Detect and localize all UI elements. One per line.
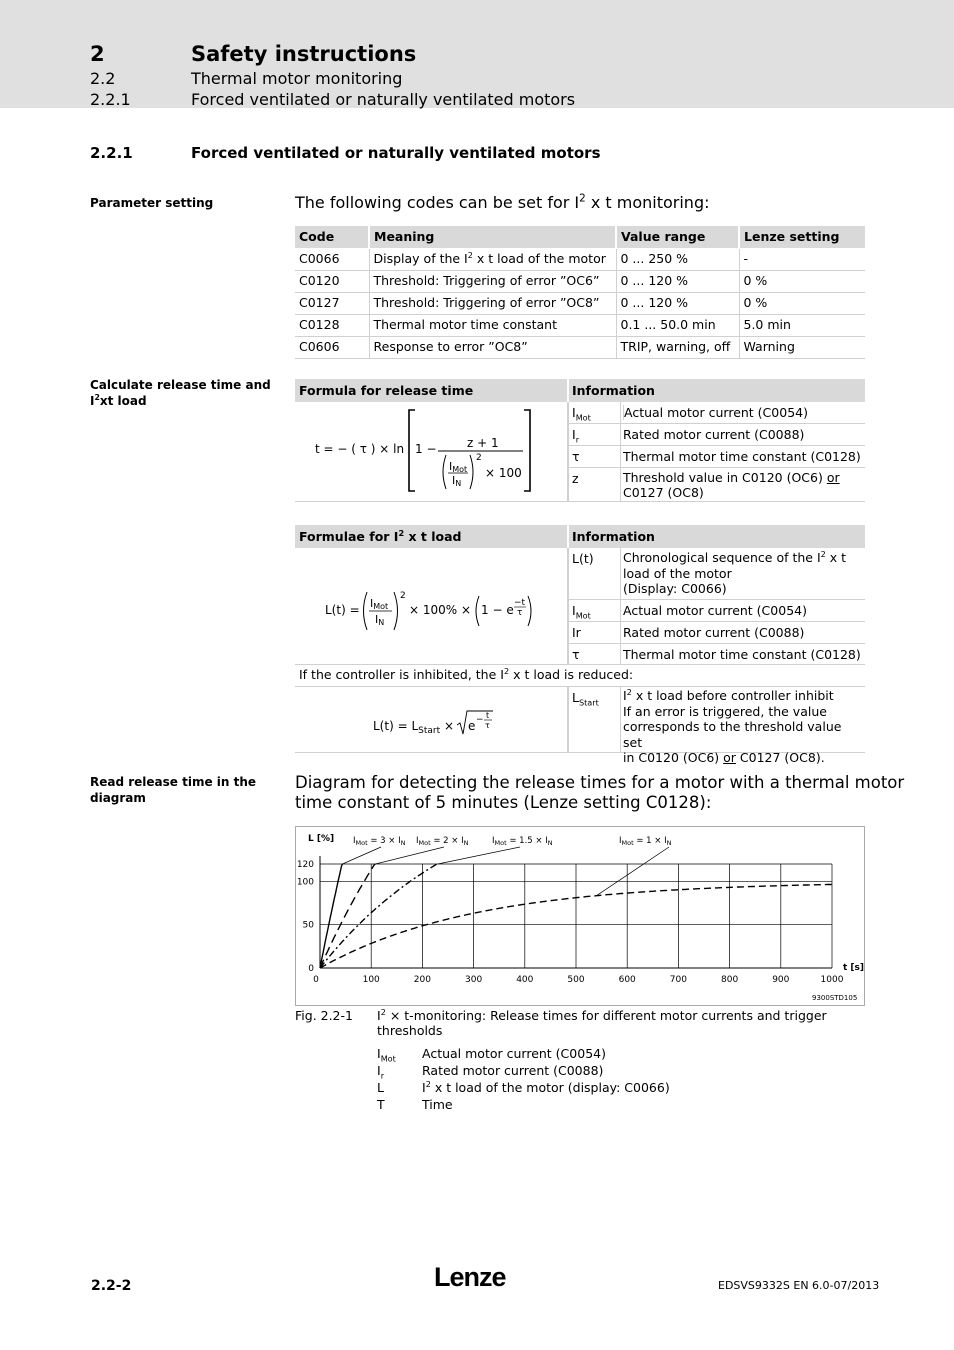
table-row — [295, 292, 865, 314]
doc-reference: EDSVS9332S EN 6.0-07/2013 — [718, 1279, 880, 1292]
info-row — [569, 622, 865, 644]
series-leader-line — [438, 847, 520, 864]
col-header: Value range — [616, 226, 739, 248]
x-tick-label: 100 — [362, 975, 380, 985]
info-symbol: Ir — [572, 625, 581, 640]
cell-lenze: 5.0 min — [739, 314, 865, 336]
side-label-calculate: Calculate release time and $I^2xt$ load — [90, 378, 271, 408]
info-row — [569, 402, 865, 424]
cell-meaning: Display of the $I^2$ x t load of the motor — [369, 248, 616, 270]
formula2-in: IN — [375, 613, 385, 627]
formula2-exp-den: τ — [517, 608, 523, 618]
series-line — [320, 864, 438, 968]
figure-number: Fig. 2.2-1 — [295, 1008, 353, 1023]
formula2-imot: IMot — [370, 597, 389, 611]
subsubchapter-number: 2.2.1 — [90, 90, 131, 109]
col-divider — [567, 687, 569, 753]
formula3-exp-den: τ — [485, 721, 490, 730]
formula-imot: IMot — [449, 460, 468, 474]
chapter-title: Safety instructions — [191, 42, 417, 66]
info-row — [569, 446, 865, 468]
table-header-row — [295, 226, 865, 248]
info-row — [569, 468, 865, 502]
legend-text: Rated motor current (C0088) — [422, 1063, 604, 1078]
formula3-lhs: $L(t) = L_{Start}$ — [373, 719, 441, 736]
series-label: $I_{Mot} = 1 \times I_N$ — [619, 836, 672, 847]
info3-symbol: $L_{Start}$ — [572, 690, 599, 708]
formula2-header-label: Formulae for $I^2$ x t load — [299, 527, 462, 544]
cell-range: 0 ... 250 % — [616, 248, 739, 270]
series-label: $I_{Mot} = 2 \times I_N$ — [416, 836, 469, 847]
info-text: Thermal motor time constant (C0128) — [623, 449, 861, 464]
info-text: Threshold value in C0120 (OC6) or C0127 (OC8) — [623, 470, 840, 500]
formula-load-svg — [295, 548, 567, 665]
formula2-lhs: L(t) = — [325, 603, 360, 617]
diagram-lead-text: Diagram for detecting the release times for a motor with a thermal motor time constant of 5 minutes (Lenze setting C0128): — [295, 773, 905, 812]
table-row — [295, 270, 865, 292]
section-number: 2.2.1 — [90, 144, 133, 162]
info-symbol: τ — [572, 647, 580, 662]
x-tick-label: 300 — [465, 975, 483, 985]
table-row — [295, 336, 865, 358]
formula-load — [295, 548, 567, 665]
formula3-exp-num: t — [486, 711, 490, 720]
x-tick-label: 700 — [669, 975, 687, 985]
side-label-parameter: Parameter setting — [90, 196, 214, 210]
x-tick-label: 900 — [772, 975, 790, 985]
x-tick-label: 600 — [618, 975, 636, 985]
table-row — [295, 248, 865, 270]
formula2-mid: × 100% × — [409, 603, 472, 617]
series-label: $I_{Mot} = 3 \times I_N$ — [353, 836, 406, 847]
formula2-square: 2 — [400, 591, 406, 601]
x-tick-label: 0 — [313, 975, 319, 985]
release-time-chart — [295, 826, 865, 1006]
chart-svg — [296, 827, 866, 1007]
x-tick-label: 1000 — [820, 975, 844, 985]
formula3-exp-minus: − — [476, 715, 484, 725]
legend-text: $I^2$ x t load of the motor (display: C0066) — [422, 1078, 670, 1095]
cell-meaning: Threshold: Triggering of error ”OC6” — [369, 270, 616, 292]
info-col-divider — [620, 548, 621, 665]
info-text: Actual motor current (C0054) — [623, 603, 807, 618]
y-tick-label: 0 — [308, 964, 314, 974]
chapter-number: 2 — [90, 42, 105, 66]
legend-texts — [422, 1045, 670, 1113]
x-tick-label: 400 — [516, 975, 534, 985]
legend-symbol: $I_r$ — [377, 1063, 385, 1081]
y-tick-label: 120 — [296, 860, 314, 870]
info-header-label: Information — [572, 383, 655, 398]
x-tick-label: 500 — [567, 975, 585, 985]
figure-code: 9300STD105 — [812, 994, 858, 1002]
info-list-2 — [569, 548, 865, 665]
table-row — [295, 314, 865, 336]
info-col-divider — [620, 687, 621, 753]
formula2-paren: 1 − e — [481, 603, 514, 617]
subsubchapter-title: Forced ventilated or naturally ventilated motors — [191, 90, 576, 109]
cell-code: C0066 — [295, 248, 369, 270]
cell-code: C0128 — [295, 314, 369, 336]
info-list-1 — [569, 402, 865, 502]
col-header: Lenze setting — [739, 226, 865, 248]
legend-symbol: L — [377, 1080, 384, 1095]
cell-code: C0606 — [295, 336, 369, 358]
cell-lenze: 0 % — [739, 270, 865, 292]
info-text: Thermal motor time constant (C0128) — [623, 647, 861, 662]
col-header: Code — [295, 226, 369, 248]
info-text: Actual motor current (C0054) — [624, 405, 808, 420]
legend-text: Actual motor current (C0054) — [422, 1046, 606, 1061]
formula-lhs: t = − ( τ ) × ln — [315, 442, 405, 456]
info3-text: $I^2$ x t load before controller inhibit If an error is triggered, the value corresponds to the threshold value set in C0120 (OC6) or C0127 (OC8). — [623, 686, 842, 765]
cell-code: C0127 — [295, 292, 369, 314]
formula3-times: × — [444, 719, 455, 733]
formula-inhibit-svg — [295, 687, 567, 753]
cell-meaning: Response to error ”OC8” — [369, 336, 616, 358]
legend-symbol: T — [377, 1097, 385, 1112]
section-title: Forced ventilated or naturally ventilated motors — [191, 144, 601, 162]
info-symbol: τ — [572, 449, 580, 464]
legend-text: Time — [422, 1097, 453, 1112]
info-row — [569, 424, 865, 446]
info-row — [569, 644, 865, 665]
formula-header-label: Formula for release time — [299, 383, 474, 398]
info-row — [569, 548, 865, 600]
legend-symbols — [377, 1045, 396, 1113]
page-number: 2.2-2 — [91, 1278, 132, 1294]
cell-range: 0 ... 120 % — [616, 270, 739, 292]
info-symbol: $I_r$ — [572, 427, 580, 445]
info-text: Rated motor current (C0088) — [623, 427, 805, 442]
y-tick-label: 50 — [302, 920, 314, 931]
x-tick-label: 800 — [721, 975, 739, 985]
formula-numerator: z + 1 — [467, 436, 499, 450]
series-leader-line — [596, 847, 669, 896]
info-symbol: L(t) — [572, 551, 594, 566]
cell-lenze: 0 % — [739, 292, 865, 314]
cell-lenze: Warning — [739, 336, 865, 358]
cell-range: TRIP, warning, off — [616, 336, 739, 358]
lenze-logo: Lenze — [434, 1262, 506, 1292]
inhibit-text: If the controller is inhibited, the $I^2$ x t load is reduced: — [299, 665, 634, 682]
side-label-diagram: Read release time in the diagram — [90, 775, 257, 805]
info-symbol: z — [572, 471, 579, 486]
formula-times100: × 100 — [485, 466, 522, 480]
cell-lenze: - — [739, 248, 865, 270]
subchapter-number: 2.2 — [90, 69, 116, 88]
legend-symbol: $I_{Mot}$ — [377, 1046, 396, 1064]
formula-release-svg — [295, 402, 567, 502]
info-symbol: $I_{Mot}$ — [572, 405, 591, 423]
series-leader-line — [343, 847, 381, 864]
formula3-e: e — [468, 719, 476, 733]
formula-inhibit — [295, 687, 567, 753]
param-lead-text: The following codes can be set for $I^2$ x t monitoring: — [295, 192, 710, 212]
info-text: Rated motor current (C0088) — [623, 625, 805, 640]
info-row — [569, 600, 865, 622]
info-text: Chronological sequence of the $I^2$ x t load of the motor (Display: C0066) — [623, 548, 847, 596]
param-table — [295, 226, 865, 359]
formula-in: IN — [452, 474, 462, 488]
formula2-exp-num: −t — [514, 598, 526, 608]
x-axis-label: t [s] — [843, 963, 865, 973]
formula-square: 2 — [476, 453, 482, 463]
info-symbol: $I_{Mot}$ — [572, 603, 591, 621]
series-leader-line — [375, 847, 444, 864]
info-col-divider — [620, 402, 621, 502]
col-header: Meaning — [369, 226, 616, 248]
info2-header-label: Information — [572, 529, 655, 544]
cell-range: 0.1 ... 50.0 min — [616, 314, 739, 336]
x-tick-label: 200 — [413, 975, 431, 985]
subchapter-title: Thermal motor monitoring — [191, 69, 403, 88]
cell-meaning: Threshold: Triggering of error ”OC8” — [369, 292, 616, 314]
cell-range: 0 ... 120 % — [616, 292, 739, 314]
cell-meaning: Thermal motor time constant — [369, 314, 616, 336]
cell-code: C0120 — [295, 270, 369, 292]
formula-one-minus: 1 − — [415, 442, 437, 456]
series-label: $I_{Mot} = 1.5 \times I_N$ — [492, 836, 553, 847]
formula-release-time — [295, 402, 567, 502]
y-tick-label: 100 — [296, 877, 314, 888]
y-axis-label: L [%] — [308, 834, 335, 844]
series-line — [320, 864, 343, 968]
figure-caption: $I^2$ × t-monitoring: Release times for different motor currents and trigger thresholds — [377, 1006, 827, 1038]
